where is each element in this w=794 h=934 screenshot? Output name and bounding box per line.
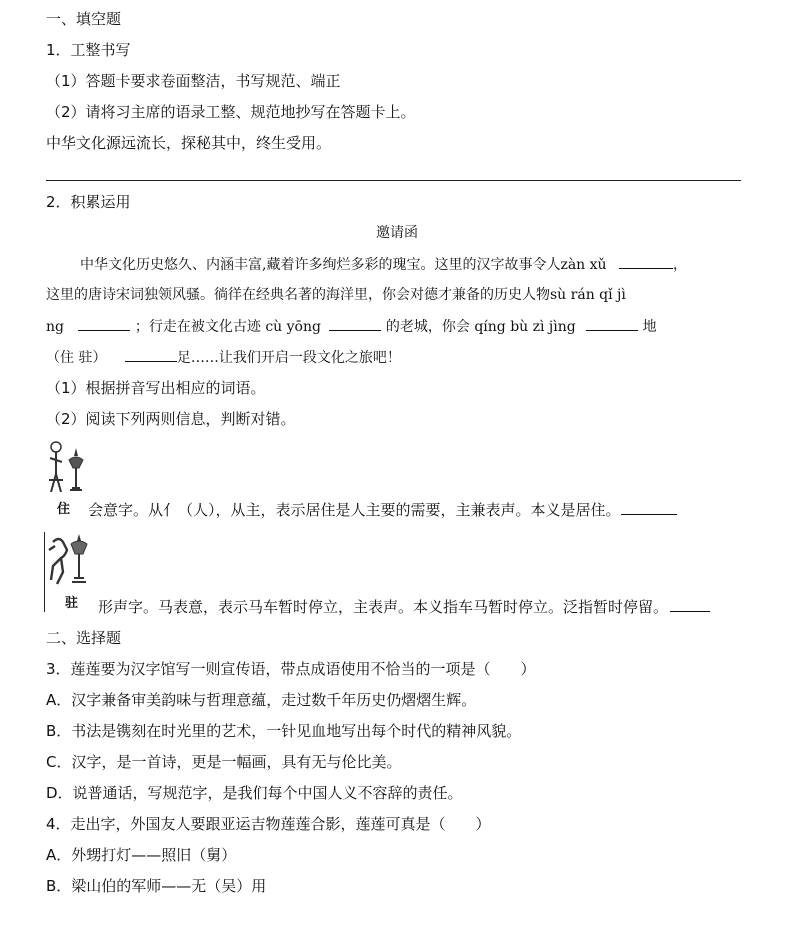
q2-title: 2．积累运用 <box>46 193 131 211</box>
zhu-live-text <box>88 500 677 520</box>
q4-title: 4．走出字，外国友人要跟亚运吉物莲莲合影，莲莲可真是（ ） <box>46 815 491 833</box>
zhu-stay-text <box>98 597 710 617</box>
blank-zanxu[interactable] <box>619 254 673 269</box>
q1-quote: 中华文化源远流长，探秘其中，终生受用。 <box>46 134 332 152</box>
q2-sub1: （1）根据拼音写出相应的词语。 <box>46 379 266 397</box>
q1-title: 1．工整书写 <box>46 41 131 59</box>
letter-text: 足……让我们开启一段文化之旅吧！ <box>176 350 401 366</box>
answer-line[interactable] <box>46 180 741 181</box>
letter-text: 中华文化历史悠久、内涵丰富,藏着许多绚烂多彩的瑰宝。这里的汉字故事令人zàn xǔ <box>80 257 607 273</box>
zhu-stay-desc: 形声字。马表意，表示马车暂时停立，主表声。本义指车马暂时停立。泛指暂时停留。 <box>98 598 669 616</box>
letter-title: 邀请函 <box>376 225 418 241</box>
blank-zhu[interactable] <box>125 347 177 362</box>
letter-text: ng <box>46 319 64 335</box>
letter-line-3 <box>46 316 657 337</box>
blank-judge-2[interactable] <box>670 597 710 612</box>
blank-judge-1[interactable] <box>621 500 677 515</box>
letter-text: ；行走在被文化古迹 cù yōng <box>134 319 321 335</box>
zhu-live-desc: 会意字。从亻（人），从主，表示居住是人主要的需要，主兼表声。本义是居住。 <box>88 501 621 519</box>
zhu-live-char: 住 <box>57 502 71 517</box>
q1-sub1: （1）答题卡要求卷面整洁，书写规范、端正 <box>46 72 341 90</box>
section2-heading: 二、选择题 <box>46 629 122 647</box>
zhu-live-glyph-image <box>45 440 87 516</box>
section1-heading: 一、填空题 <box>46 10 122 28</box>
q3-title: 3．莲莲要为汉字馆写一则宣传语，带点成语使用不恰当的一项是（ ） <box>46 660 536 678</box>
letter-line-4 <box>46 347 401 368</box>
letter-text: （住 驻） <box>46 350 107 366</box>
letter-text: ， <box>673 257 688 273</box>
letter-line-2: 这里的唐诗宋词独领风骚。徜徉在经典名著的海洋里，你会对德才兼备的历史人物sù rán qǐ jì <box>46 287 626 303</box>
q4-option-b[interactable]: B．梁山伯的军师——无（吴）用 <box>46 877 267 895</box>
zhu-stay-char: 驻 <box>65 596 79 611</box>
q4-option-a[interactable]: A．外甥打灯——照旧（舅） <box>46 846 237 864</box>
letter-text: 地 <box>642 319 657 335</box>
q1-sub2: （2）请将习主席的语录工整、规范地抄写在答题卡上。 <box>46 103 416 121</box>
blank-cuyong[interactable] <box>329 316 381 331</box>
letter-text: 的老城，你会 qíng bù zì jìng <box>385 319 576 335</box>
q2-sub2: （2）阅读下列两则信息，判断对错。 <box>46 410 296 428</box>
q3-option-d[interactable]: D．说普通话，写规范字，是我们每个中国人义不容辞的责任。 <box>46 784 463 802</box>
zhu-stay-glyph-image <box>44 532 97 612</box>
q3-option-c[interactable]: C．汉字，是一首诗，更是一幅画，具有无与伦比美。 <box>46 753 402 771</box>
blank-surangijing[interactable] <box>78 316 130 331</box>
letter-line-1 <box>80 254 687 275</box>
q3-option-b[interactable]: B．书法是镌刻在时光里的艺术，一针见血地写出每个时代的精神风貌。 <box>46 722 522 740</box>
q3-option-a[interactable]: A．汉字兼备审美韵味与哲理意蕴，走过数千年历史仍熠熠生辉。 <box>46 691 477 709</box>
blank-qingbuzijin[interactable] <box>586 316 638 331</box>
